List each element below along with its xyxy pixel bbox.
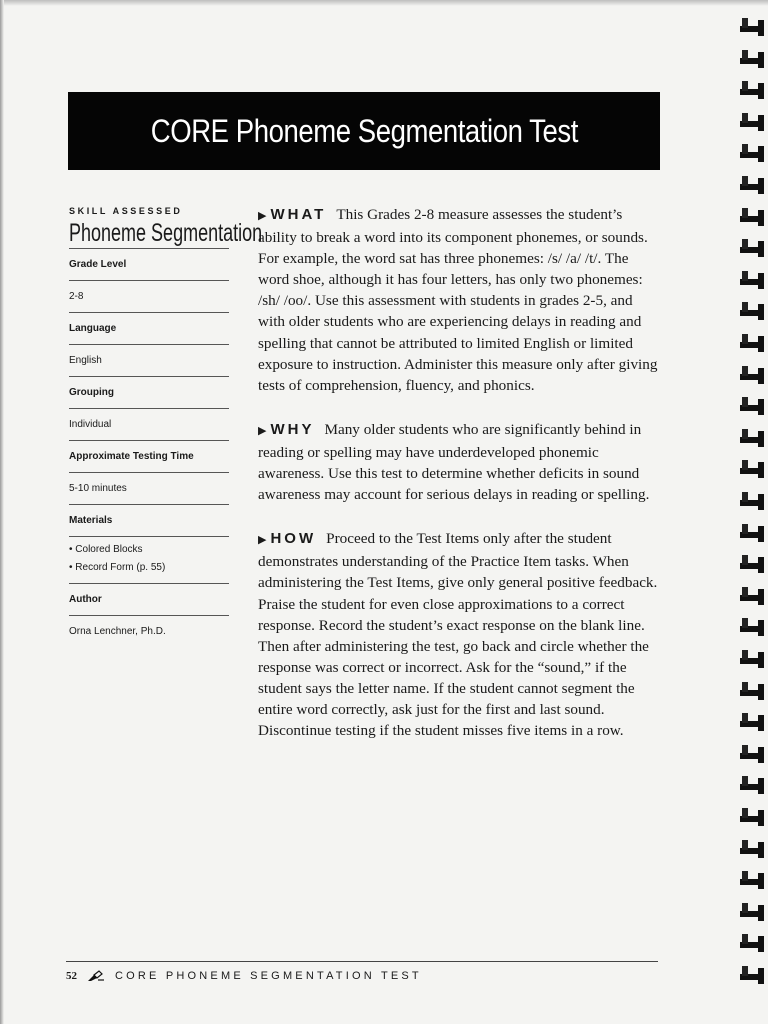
binding-ring xyxy=(740,146,766,162)
arrow-right-icon: ▶ xyxy=(258,424,267,437)
arrow-right-icon: ▶ xyxy=(258,210,267,222)
binding-ring xyxy=(740,83,766,99)
skill-assessed-label: SKILL ASSESSED xyxy=(69,206,183,216)
testing-time-label: Approximate Testing Time xyxy=(69,451,194,462)
binding-ring xyxy=(740,273,766,289)
page-title: CORE Phoneme Segmentation Test xyxy=(150,112,578,149)
running-title: CORE PHONEME SEGMENTATION TEST xyxy=(115,970,422,982)
language-label: Language xyxy=(69,323,117,334)
page-footer xyxy=(66,970,422,982)
binding-ring xyxy=(740,304,766,320)
main-content xyxy=(258,204,658,741)
binding-ring xyxy=(740,557,766,573)
what-text: This Grades 2-8 measure assesses the student’s ability to break a word into its component phonemes, or sounds. For example, the word sat has three phonemes: /s/ /a/ /t/. The word shoe, although it has four letters, has only two phonemes: /sh/ /oo/. Use this assessment with students in grades 2-5, and with older students who are experiencing delays in reading and spelling that cannot be attributed to limited English or limited exposure to instruction. Administer this measure only after giving tests of comprehension, fluency, and phonics. xyxy=(258,206,658,394)
binding-ring xyxy=(740,873,766,889)
grouping-label: Grouping xyxy=(69,387,114,398)
binding-ring xyxy=(740,494,766,510)
materials-item: • Record Form (p. 55) xyxy=(69,562,166,573)
binding-ring xyxy=(740,715,766,731)
binding-ring xyxy=(740,589,766,605)
materials-list xyxy=(69,537,229,583)
arrow-right-icon: ▶ xyxy=(258,534,267,547)
binding-ring xyxy=(740,684,766,700)
binding-ring xyxy=(740,905,766,921)
binding-ring xyxy=(740,462,766,478)
binding-ring xyxy=(740,115,766,131)
binding-ring xyxy=(740,52,766,68)
binding-ring xyxy=(740,936,766,952)
pencil-hand-icon xyxy=(87,970,105,982)
page-number: 52 xyxy=(66,970,77,982)
grade-level-label: Grade Level xyxy=(69,259,127,270)
author-value: Orna Lenchner, Ph.D. xyxy=(69,626,166,637)
binding-ring xyxy=(740,526,766,542)
binding-ring xyxy=(740,431,766,447)
info-sidebar xyxy=(69,206,263,647)
how-heading: HOW xyxy=(270,530,317,548)
how-text: Proceed to the Test Items only after the student demonstrates understanding of the Practice Item tasks. When administering the Test Items, give only general positive feedback. Praise the student for even close approximations to a correct response. Record the student’s exact response on the blank line. Then after administering the test, go back and circle whether the response was correct or incorrect. Ask for the “sound,” if the student says the letter name. If the student cannot segment the entire word correctly, ask just for the first and last sound. Discontinue testing if the student misses five items in a row. xyxy=(258,530,658,740)
what-section xyxy=(258,204,658,396)
why-section xyxy=(258,419,658,505)
why-text: Many older students who are significantly behind in reading or spelling may have underdeveloped phonemic awareness. Use this test to determine whether deficits in sound awareness may account for serious delays in reading or spelling. xyxy=(258,420,650,504)
title-banner xyxy=(68,92,660,170)
skill-assessed-value: Phoneme Segmentation xyxy=(69,219,263,247)
grouping-value: Individual xyxy=(69,419,112,430)
page-left-edge xyxy=(0,0,4,1024)
page-top-edge xyxy=(0,0,768,6)
binding-ring xyxy=(740,336,766,352)
binding-ring xyxy=(740,399,766,415)
binding-ring xyxy=(740,810,766,826)
binding-ring xyxy=(740,178,766,194)
grade-level-value: 2-8 xyxy=(69,291,84,302)
why-heading: WHY xyxy=(270,420,315,438)
binding-ring xyxy=(740,652,766,668)
materials-item: • Colored Blocks xyxy=(69,544,143,555)
binding-ring xyxy=(740,20,766,36)
binding-ring xyxy=(740,368,766,384)
materials-label: Materials xyxy=(69,515,113,526)
spiral-binding xyxy=(736,14,768,1004)
testing-time-value: 5-10 minutes xyxy=(69,483,127,494)
author-label: Author xyxy=(69,594,102,605)
binding-ring xyxy=(740,210,766,226)
binding-ring xyxy=(740,241,766,257)
what-heading: WHAT xyxy=(270,206,327,223)
footer-divider xyxy=(66,961,658,962)
language-value: English xyxy=(69,355,102,366)
how-section xyxy=(258,528,658,741)
binding-ring xyxy=(740,747,766,763)
binding-ring xyxy=(740,968,766,984)
binding-ring xyxy=(740,778,766,794)
binding-ring xyxy=(740,620,766,636)
binding-ring xyxy=(740,842,766,858)
